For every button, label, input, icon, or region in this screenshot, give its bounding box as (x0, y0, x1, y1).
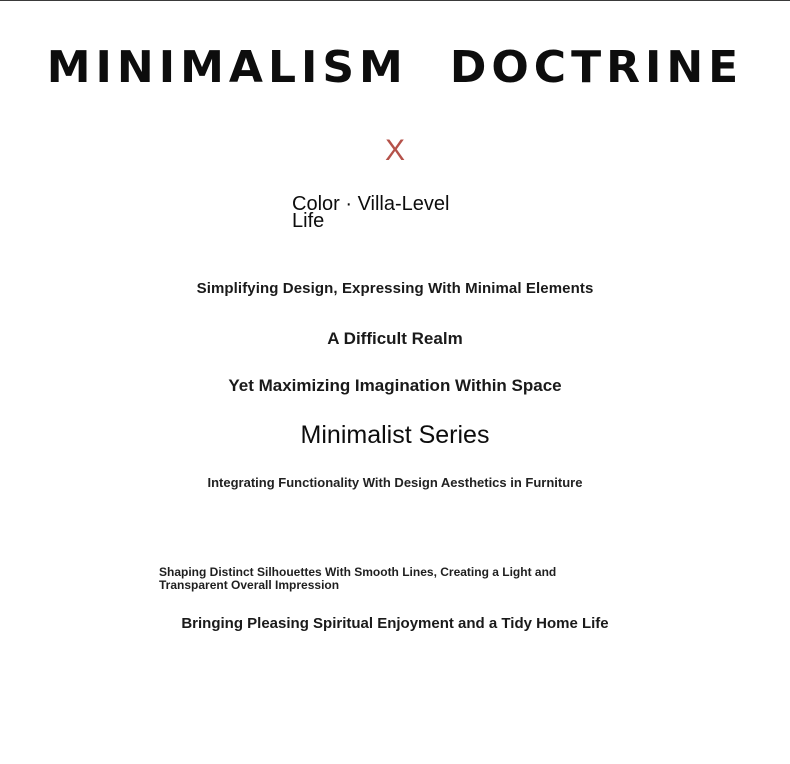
text-line-functionality: Integrating Functionality With Design Aesthetics in Furniture (207, 475, 583, 490)
series-title: Minimalist Series (300, 421, 490, 449)
text-line-imagination: Yet Maximizing Imagination Within Space (228, 376, 562, 395)
subtitle: Color · Villa-Level Life (292, 193, 450, 232)
top-divider (0, 0, 790, 1)
title-word-doctrine: DOCTRINE (449, 42, 744, 93)
text-line-silhouettes: Shaping Distinct Silhouettes With Smooth Lines, Creating a Light and Transparent Overall Impression (159, 565, 557, 592)
accent-x-mark: X (384, 134, 405, 167)
text-line-difficult-realm: A Difficult Realm (327, 329, 463, 348)
text-line-simplifying: Simplifying Design, Expressing With Minimal Elements (196, 280, 594, 297)
page-title (0, 40, 790, 96)
title-word-minimalism: MINIMALISM (46, 42, 408, 93)
text-line-spiritual-enjoyment: Bringing Pleasing Spiritual Enjoyment and a Tidy Home Life (181, 615, 609, 632)
